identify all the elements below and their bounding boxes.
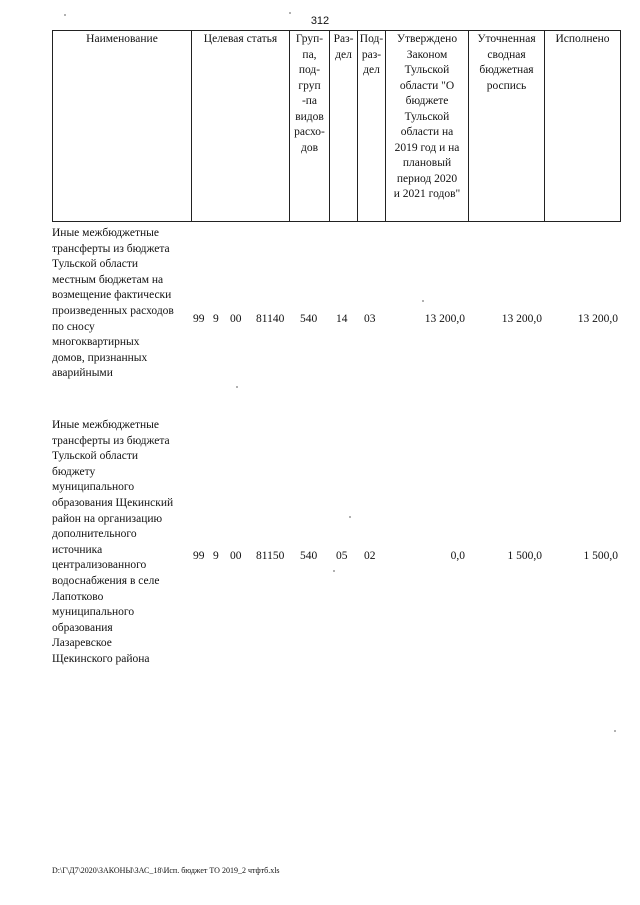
row-2-executed: 1 500,0 bbox=[583, 550, 618, 562]
scan-speck bbox=[333, 570, 335, 572]
page-number: 312 bbox=[310, 15, 330, 27]
header-group: Груп- па, под- груп -па видов расхо- дов bbox=[294, 33, 325, 154]
header-approved-cell bbox=[385, 30, 468, 222]
row-2-name: Иные межбюджетные трансферты из бюджета Тульской области бюджету муниципального образования Щекинский район на организацию дополнительного источника централизованного водоснабжения в селе Лапотково муниципального образования Лазаревское Щекинского района bbox=[52, 419, 174, 665]
header-approved: Утверждено Законом Тульской области "О бюджете Тульской области на 2019 год и на плановый период 2020 и 2021 годов" bbox=[393, 33, 461, 200]
header-name-cell bbox=[52, 30, 191, 222]
row-1-target-4: 81140 bbox=[256, 313, 285, 325]
row-1-target-1: 99 bbox=[193, 313, 205, 325]
row-1-executed: 13 200,0 bbox=[577, 313, 618, 325]
row-2-approved: 0,0 bbox=[450, 550, 465, 562]
row-1-target-3: 00 bbox=[230, 313, 242, 325]
header-refined: Уточненная сводная бюджетная роспись bbox=[477, 33, 536, 92]
row-2-target-4: 81150 bbox=[256, 550, 285, 562]
header-subsection: Под- раз- дел bbox=[359, 33, 384, 76]
scan-speck bbox=[349, 516, 351, 518]
scan-speck bbox=[422, 300, 424, 302]
row-1-name: Иные межбюджетные трансферты из бюджета Тульской области местным бюджетам на возмещение фактически произведенных расходов по сносу многоквартирных домов, признанных аварийными bbox=[52, 227, 174, 380]
header-refined-cell bbox=[468, 30, 544, 222]
header-executed-cell bbox=[544, 30, 621, 222]
row-2-target-1: 99 bbox=[193, 550, 205, 562]
row-2-target-3: 00 bbox=[230, 550, 242, 562]
row-2-subsection: 02 bbox=[364, 550, 376, 562]
header-target: Целевая статья bbox=[203, 33, 278, 45]
row-1-group: 540 bbox=[300, 313, 318, 325]
row-1-target-2: 9 bbox=[213, 313, 219, 325]
scan-speck bbox=[64, 14, 66, 16]
header-section: Раз- дел bbox=[333, 33, 354, 61]
row-1-refined: 13 200,0 bbox=[501, 313, 542, 325]
scan-speck bbox=[236, 386, 238, 388]
row-2-target-2: 9 bbox=[213, 550, 219, 562]
header-name: Наименование bbox=[86, 33, 158, 45]
header-section-cell bbox=[329, 30, 357, 222]
row-2-section: 05 bbox=[336, 550, 348, 562]
row-2-refined: 1 500,0 bbox=[507, 550, 542, 562]
file-path-footer: D:\Г\Д7\2020\ЗАКОНЫ\ЗАС_18\Исп. бюджет ТО 2019_2 чтфтб.xls bbox=[52, 866, 280, 875]
scan-speck bbox=[289, 12, 291, 14]
header-group-cell bbox=[289, 30, 329, 222]
header-subsection-cell bbox=[357, 30, 385, 222]
header-executed: Исполнено bbox=[555, 33, 610, 45]
row-1-section: 14 bbox=[336, 313, 348, 325]
header-target-cell bbox=[191, 30, 289, 222]
scan-speck bbox=[614, 730, 616, 732]
row-1-subsection: 03 bbox=[364, 313, 376, 325]
row-1-approved: 13 200,0 bbox=[424, 313, 465, 325]
row-2-group: 540 bbox=[300, 550, 318, 562]
